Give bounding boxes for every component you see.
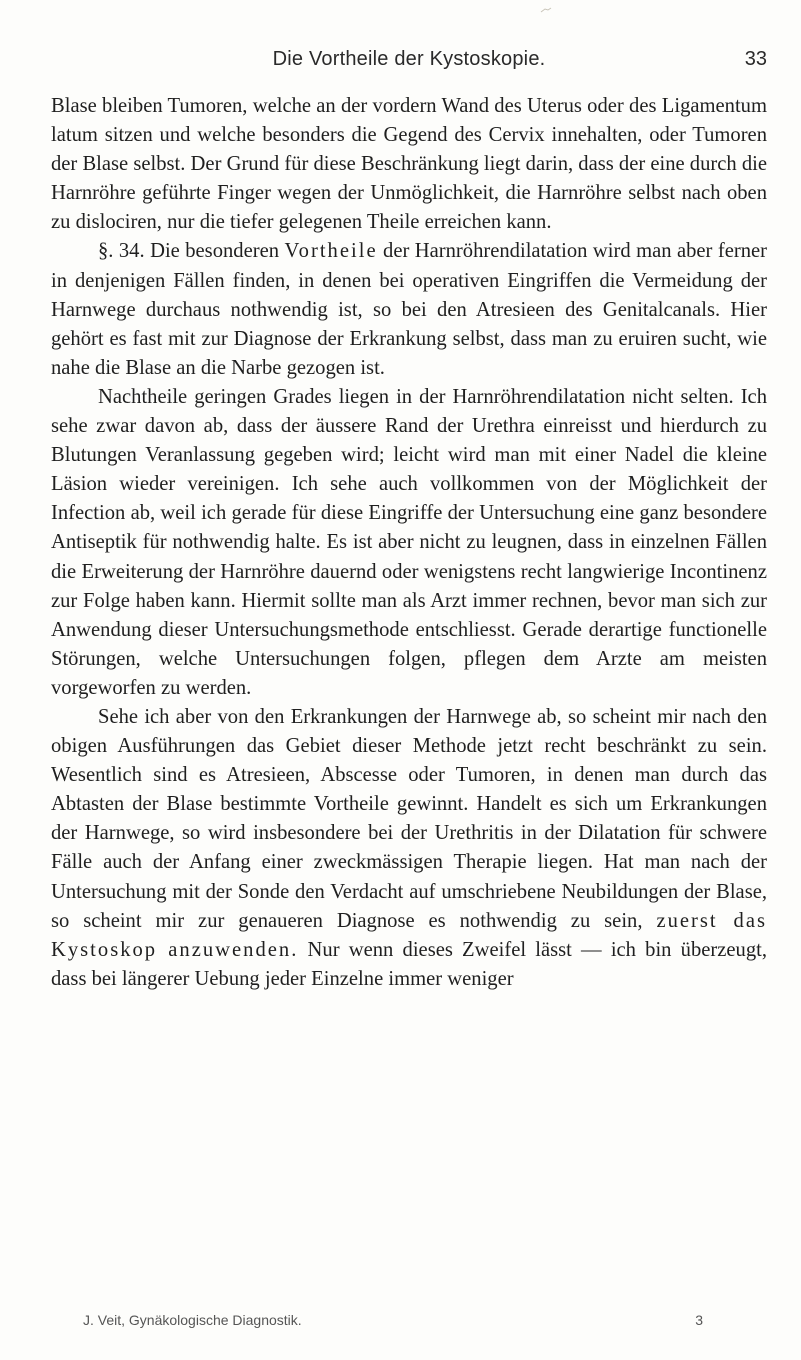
paragraph-text: Sehe ich aber von den Erkrankungen der Harnwege ab, so scheint mir nach den obigen Ausführungen das Gebiet dieser Methode jetzt recht beschränkt zu sein. Wesentlich sind es Atresieen, Abscesse oder Tumoren, in denen man durch das Abtasten der Blase bestimmte Vortheile gewinnt. Handelt es sich um Erkrankungen der Harnwege, so wird insbesondere bei der Urethritis in der Dilatation für schwere Fälle auch der Anfang einer zweckmässigen Therapie liegen. Hat man nach der Untersuchung mit der Sonde den Verdacht auf umschriebene Neubildungen der Blase, so scheint mir zur genaueren Diagnose es nothwendig zu sein,: [51, 705, 767, 932]
paragraph-text: §. 34. Die besonderen: [98, 240, 285, 263]
spaced-emphasis: Vortheile: [284, 240, 378, 263]
page-edge-mark: [540, 0, 552, 6]
page-number: 33: [744, 48, 767, 70]
body-text: [51, 92, 767, 994]
edge-mark-graphic: [540, 7, 552, 13]
running-head-title: Die Vortheile der Kystoskopie.: [272, 48, 546, 70]
paragraph: [51, 237, 767, 382]
paragraph-text: Nur wenn dieses Zweifel lässt — ich bin überzeugt, dass bei längerer Uebung jeder Einzelne immer weniger: [51, 938, 767, 990]
paragraph-text: Nachtheile geringen Grades liegen in der Harnröhrendilatation nicht selten. Ich sehe zwar davon ab, dass der äussere Rand der Urethra einreisst und hierdurch zu Blutungen Veranlassung gegeben wird; leicht wird man mit einer Nadel die kleine Läsion wieder vereinigen. Ich sehe auch vollkommen von der Möglichkeit der Infection ab, weil ich gerade für diese Eingriffe der Untersuchung eine ganz besondere Antiseptik für nothwendig halte. Es ist aber nicht zu leugnen, dass in einzelnen Fällen die Erweiterung der Harnröhre dauernd oder wenigstens recht langwierige Incontinenz zur Folge haben kann. Hiermit sollte man als Arzt immer rechnen, bevor man sich zur Anwendung dieser Untersuchungsmethode entschliesst. Gerade derartige functionelle Störungen, welche Untersuchungen folgen, pflegen dem Arzte am meisten vorgeworfen zu werden.: [51, 385, 767, 699]
signature-line: [83, 1312, 703, 1334]
paragraph: [51, 703, 767, 994]
spaced-emphasis: zuerst das Kystoskop anzuwenden.: [51, 909, 767, 961]
paragraph-text: Blase bleiben Tumoren, welche an der vordern Wand des Uterus oder des Ligamentum latum sitzen und welche besonders die Gegend des Cervix innehalten, oder Tumoren der Blase selbst. Der Grund für diese Beschränkung liegt darin, dass der eine durch die Harnröhre geführte Finger wegen der Unmöglichkeit, die Harnröhre selbst nach oben zu dislociren, nur die tiefer gelegenen Theile erreichen kann.: [51, 95, 767, 234]
signature-mark: 3: [695, 1312, 703, 1328]
signature-text: J. Veit, Gynäkologische Diagnostik.: [83, 1312, 302, 1328]
running-head: [51, 48, 767, 76]
paragraph: [51, 92, 767, 237]
paragraph-text: der Harnröhrendilatation wird man aber ferner in denjenigen Fällen finden, in denen bei operativen Eingriffen die Vermeidung der Harnwege durchaus nothwendig ist, so bei den Atresieen des Genitalcanals. Hier gehört es fast mit zur Diagnose der Erkrankung selbst, dass man zu eruiren sucht, wie nahe die Blase an die Narbe gezogen ist.: [51, 240, 768, 379]
paragraph: [51, 383, 767, 703]
